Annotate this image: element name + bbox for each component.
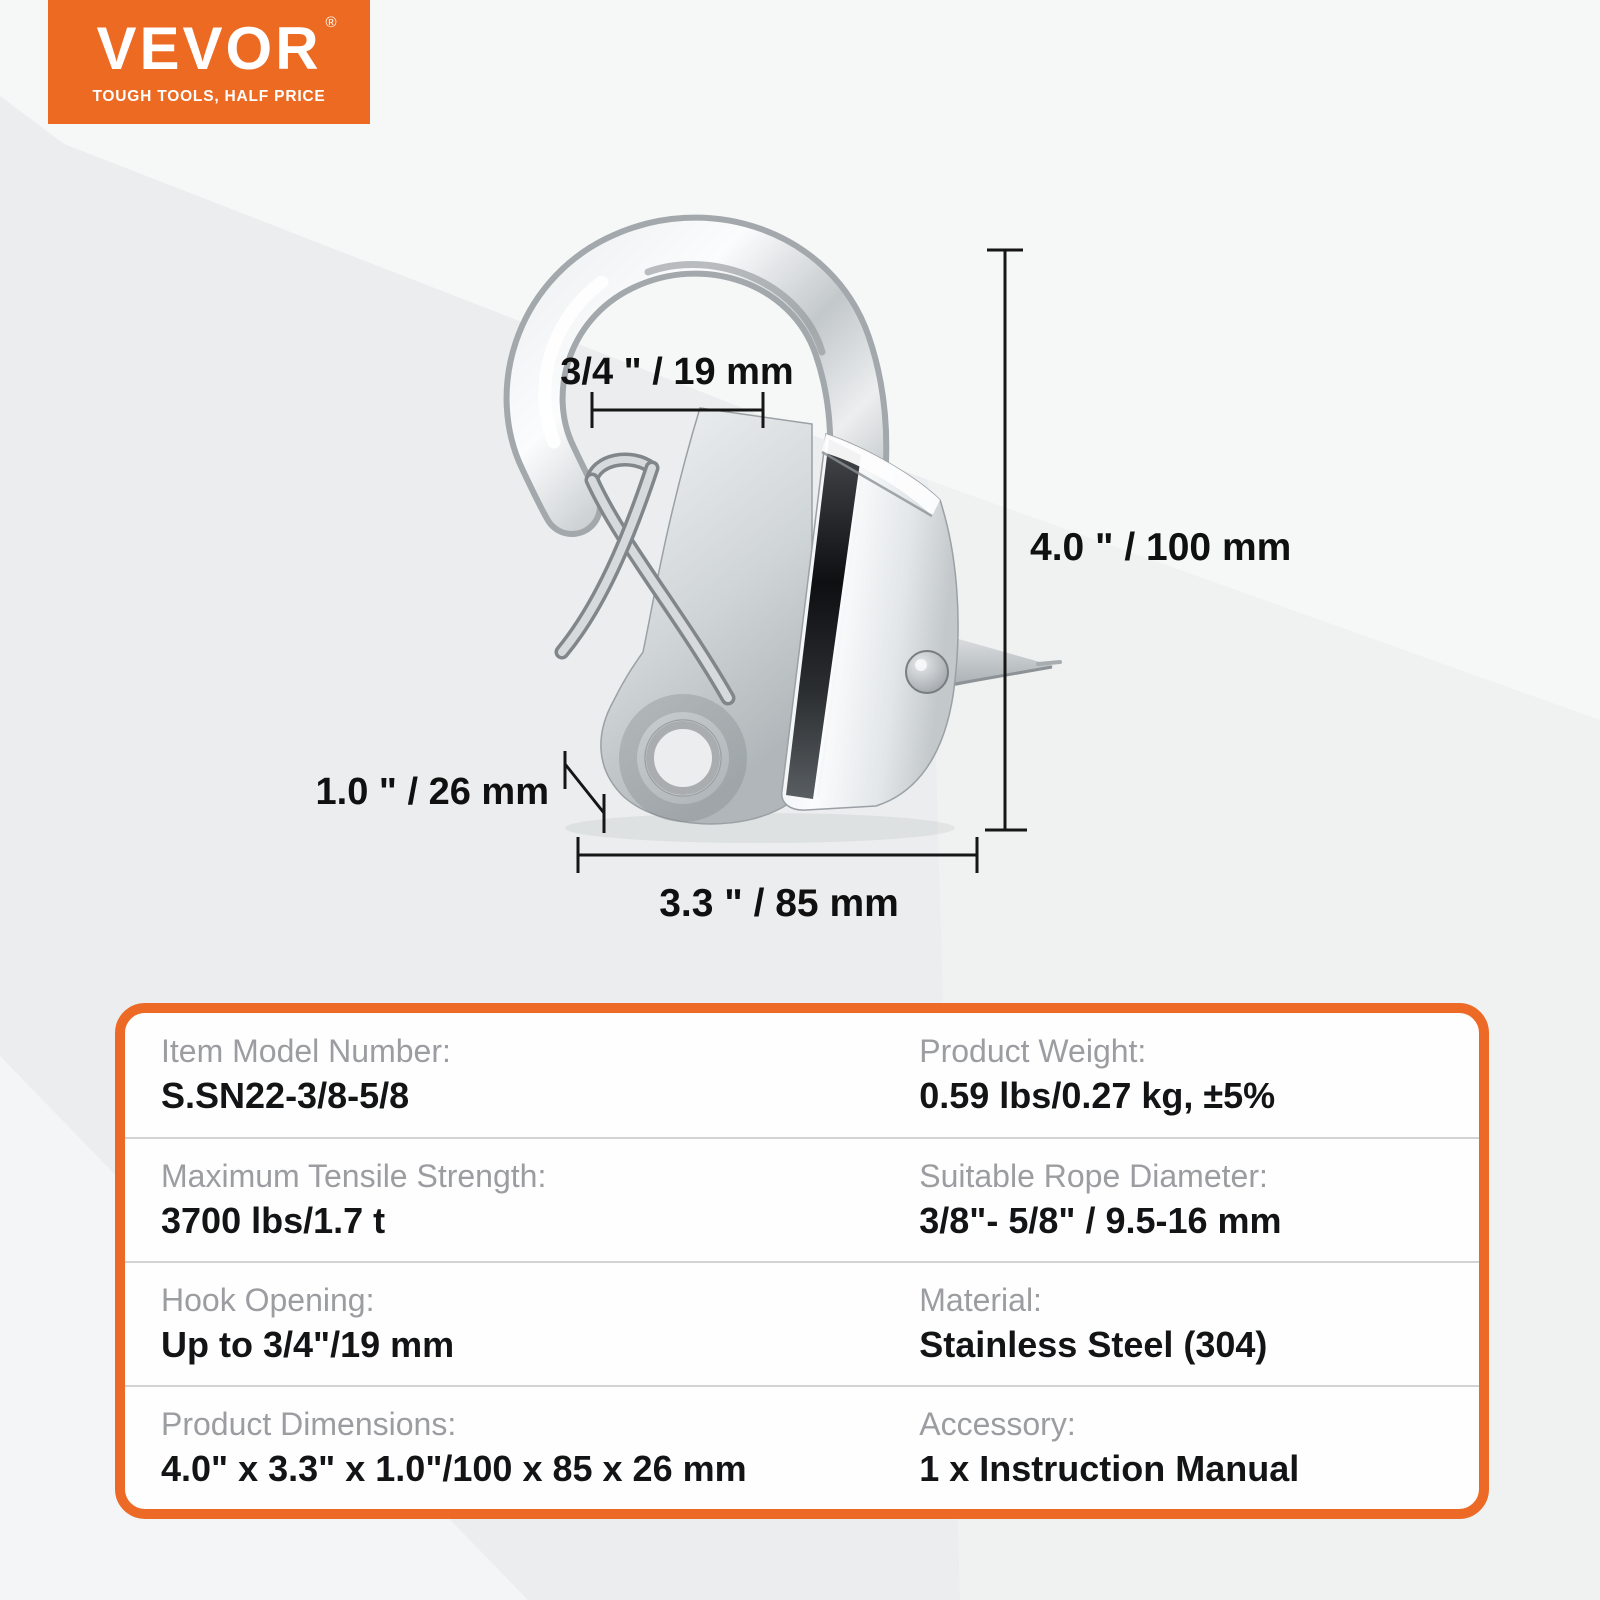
release-tab <box>955 638 1060 686</box>
spec-label: Item Model Number: <box>161 1032 451 1069</box>
spec-value: 3700 lbs/1.7 t <box>161 1200 386 1242</box>
spec-cell-rope-diameter <box>883 1139 1479 1261</box>
spec-label: Maximum Tensile Strength: <box>161 1157 547 1194</box>
eyelet-hole-shadow <box>650 725 716 791</box>
spec-cell-hook-opening <box>125 1263 883 1385</box>
registered-mark: ® <box>325 13 340 31</box>
dimension-label-thickness: 1.0 " / 26 mm <box>315 771 549 813</box>
spec-cell-product-weight <box>883 1013 1479 1137</box>
spec-value: 3/8"- 5/8" / 9.5-16 mm <box>919 1200 1282 1242</box>
dimension-label-length: 3.3 " / 85 mm <box>659 882 899 925</box>
spec-value: Up to 3/4"/19 mm <box>161 1324 455 1366</box>
spec-label: Material: <box>919 1281 1042 1318</box>
spec-value: Stainless Steel (304) <box>919 1324 1268 1366</box>
spec-label: Accessory: <box>919 1405 1076 1442</box>
logo-wordmark: VEVOR ® <box>96 13 340 82</box>
spec-value: 1 x Instruction Manual <box>919 1448 1300 1490</box>
spec-cell-product-dimensions <box>125 1387 883 1509</box>
spec-label: Product Dimensions: <box>161 1405 457 1442</box>
spec-cell-item-model-number <box>125 1013 883 1137</box>
spec-label: Product Weight: <box>919 1032 1147 1069</box>
spec-label: Hook Opening: <box>161 1281 375 1318</box>
spec-cell-tensile-strength <box>125 1139 883 1261</box>
spec-value: 4.0" x 3.3" x 1.0"/100 x 85 x 26 mm <box>161 1448 747 1490</box>
spec-label: Suitable Rope Diameter: <box>919 1157 1268 1194</box>
spec-row <box>125 1013 1479 1137</box>
snap-hook-illustration <box>535 246 1060 843</box>
spec-row <box>125 1137 1479 1261</box>
spec-row <box>125 1385 1479 1509</box>
spec-cell-accessory <box>883 1387 1479 1509</box>
logo-tagline: TOUGH TOOLS, HALF PRICE <box>92 87 326 105</box>
dimension-label-hook-opening: 3/4 " / 19 mm <box>560 351 794 393</box>
spec-table <box>115 1003 1489 1519</box>
dimension-label-height: 4.0 " / 100 mm <box>1030 526 1292 569</box>
spec-value: 0.59 lbs/0.27 kg, ±5% <box>919 1075 1276 1117</box>
spec-row <box>125 1261 1479 1385</box>
spec-cell-material <box>883 1263 1479 1385</box>
rivet <box>906 651 948 693</box>
spec-value: S.SN22-3/8-5/8 <box>161 1075 410 1117</box>
